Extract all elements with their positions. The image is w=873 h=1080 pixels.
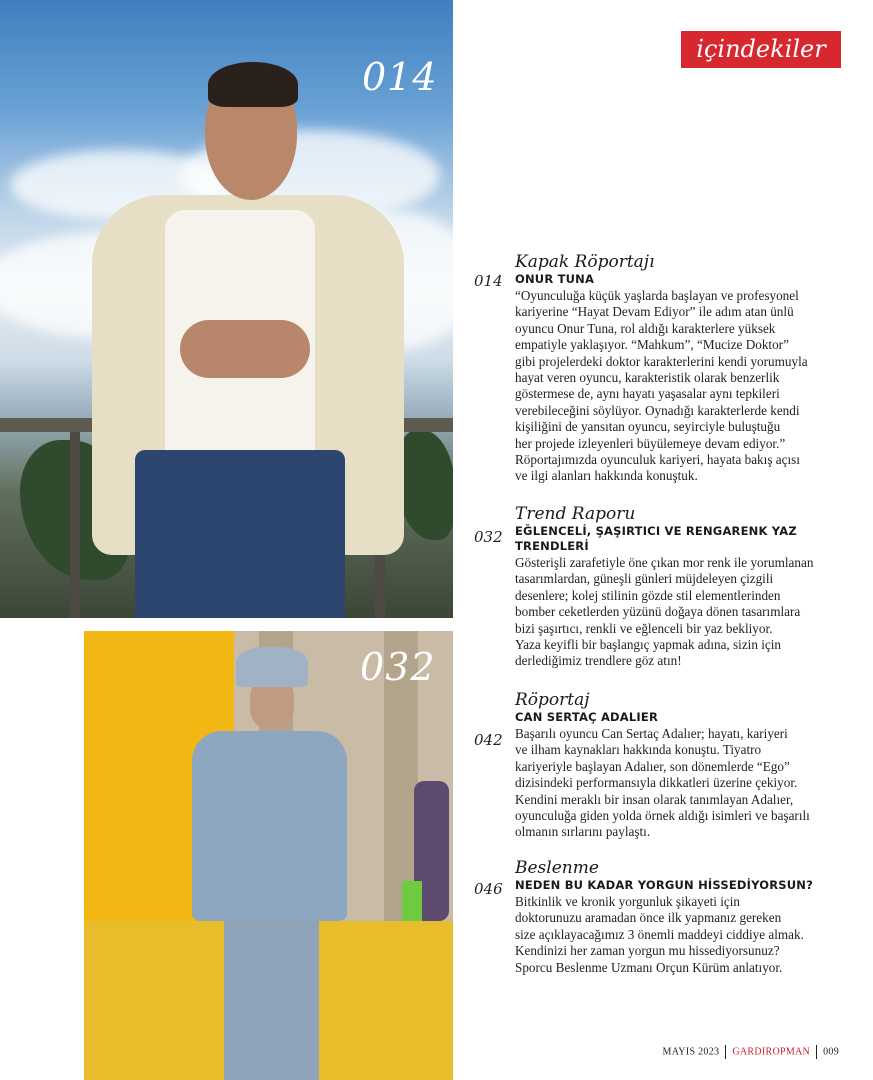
article-page-number[interactable]: 042 — [474, 731, 503, 749]
page-footer — [663, 1045, 839, 1059]
article-category: Röportaj — [515, 690, 590, 710]
article-page-number[interactable]: 014 — [474, 272, 503, 290]
article-page-number[interactable]: 032 — [474, 528, 503, 546]
magazine-brand: GARDIROPMAN — [732, 1046, 811, 1058]
article-category: Kapak Röportajı — [515, 252, 655, 272]
article-title[interactable]: NEDEN BU KADAR YORGUN HİSSEDİYORSUN? — [515, 878, 813, 892]
article-summary: Bitkinlik ve kronik yorgunluk şikayeti için doktorunuzu aramadan önce ilk yapmanız gereken size açıklayacağımız 3 önemli maddeyi ciddiye almak. Kendinizi her zaman yorgun mu hissediyorsunuz? Sporcu Beslenme Uzmanı Orçun Kürüm anlatıyor. — [515, 894, 804, 975]
article-summary: Gösterişli zarafetiyle öne çıkan mor renk ile yorumlanan tasarımlardan, güneşli günleri müjdeleyen çizgili desenlere; kolej stilinin gözde stil elementlerinden bomber ceketlerden yüzünü doğaya dönen tasarımlara bizi şaşırtıcı, renkli ve eğlenceli bir yaz bekliyor. Yaza keyifli bir başlangıç yapmak adına, sizin için derlediğimiz trendlere göz atın! — [515, 555, 814, 669]
article-title[interactable]: ONUR TUNA — [515, 272, 595, 286]
section-header-contents: içindekiler — [681, 31, 841, 68]
trend-photo-runway — [84, 631, 453, 1080]
article-page-number[interactable]: 046 — [474, 880, 503, 898]
article-summary: “Oyunculuğa küçük yaşlarda başlayan ve profesyonel kariyerine “Hayat Devam Ediyor” ile adım atan ünlü oyuncu Onur Tuna, rol aldığı karakterlere yüksek empatiyle yaklaşıyor. “Mahkum”, “Mucize Doktor” gibi projelerdeki doktor karakterlerini kendi yorumuyla hayat veren oyuncu, karakteristik olarak benzerlik göstermese de, aynı hayatı yaşasalar aynı tepkileri verebileceğini söylüyor. Oynadığı karakterlerde kendi kişiliğini de yansıtan oyuncu, seyirciyle buluştuğu her projede izleyenleri büyülemeye devam ediyor.” Röportajımızda oyunculuk kariyeri, hayata bakış açısı ve ilgi alanları hakkında konuştuk. — [515, 288, 808, 484]
article-title[interactable]: EĞLENCELİ, ŞAŞIRTICI VE RENGARENK YAZ TRENDLERİ — [515, 524, 797, 553]
article-title[interactable]: CAN SERTAÇ ADALIER — [515, 710, 659, 724]
article-nutrition[interactable] — [515, 858, 835, 976]
article-category: Trend Raporu — [515, 504, 636, 524]
photo-page-number: 032 — [360, 645, 436, 689]
article-cover-interview[interactable] — [515, 252, 835, 485]
article-trend-report[interactable] — [515, 504, 835, 670]
article-category: Beslenme — [515, 858, 599, 878]
page-number: 009 — [823, 1046, 839, 1058]
article-interview[interactable] — [515, 690, 835, 841]
photo-page-number: 014 — [362, 55, 438, 99]
article-summary: Başarılı oyuncu Can Sertaç Adalıer; hayatı, kariyeri ve ilham kaynakları hakkında konuştu. Tiyatro kariyeriyle başlayan Adalıer, son dönemlerde “Ego” dizisindeki performansıyla dikkatleri üzerine çekiyor. Kendini meraklı bir insan olarak tanımlayan Adalıer, oyunculuğa giden yolda örnek aldığı isimleri ve başarılı olmanın sırlarını paylaştı. — [515, 726, 810, 840]
issue-date: MAYIS 2023 — [662, 1046, 720, 1058]
